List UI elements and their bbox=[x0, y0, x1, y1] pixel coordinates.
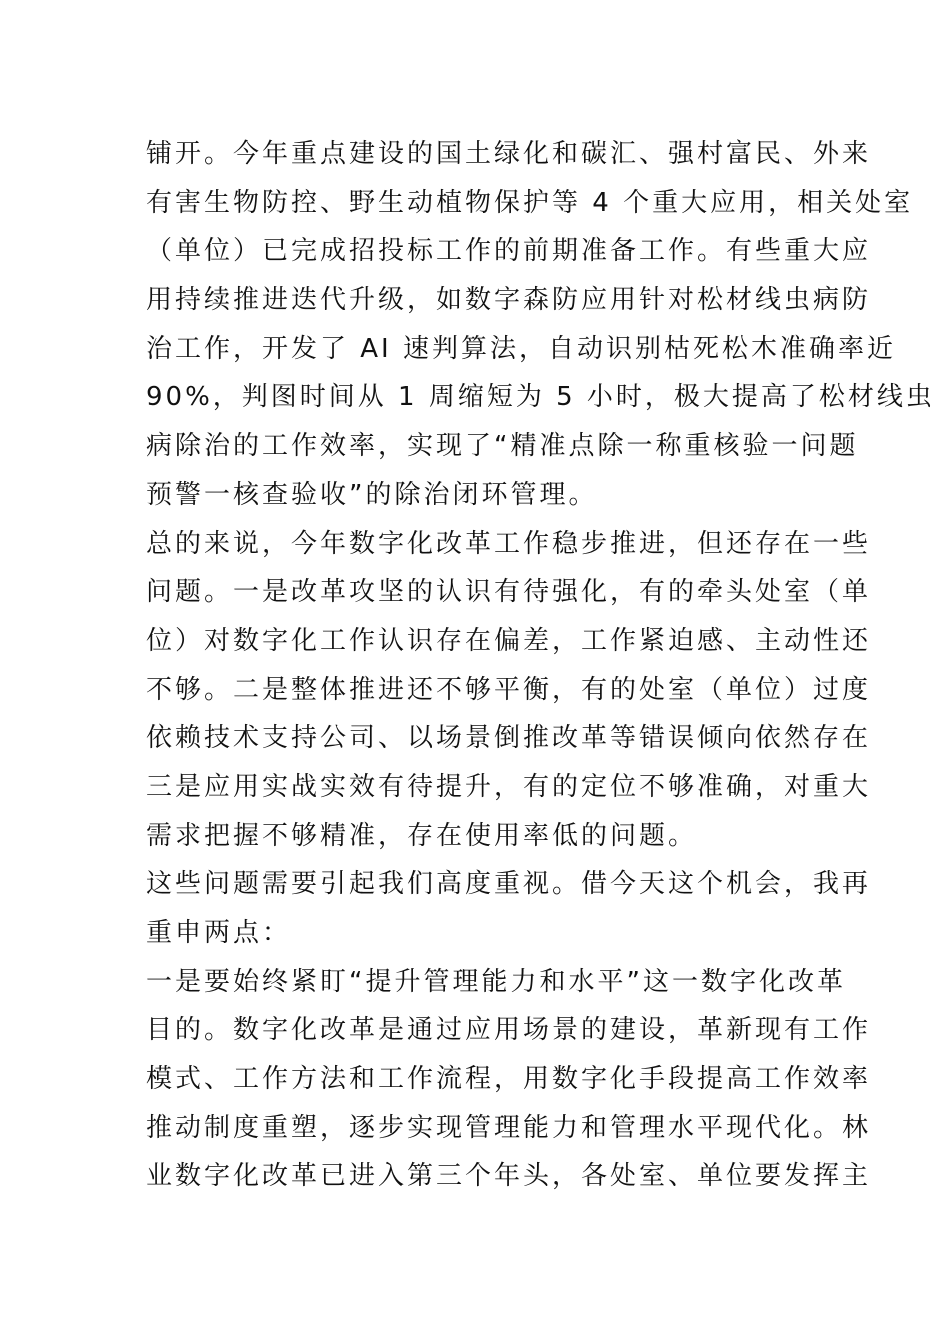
text-line: 总的来说，今年数字化改革工作稳步推进，但还存在一些 bbox=[146, 528, 872, 559]
text-line: 重申两点： bbox=[146, 918, 292, 948]
text-line: 有害生物防控、野生动植物保护等 4 个重大应用，相关处室 bbox=[146, 187, 914, 218]
text-line: 问题。一是改革攻坚的认识有待强化，有的牵头处室（单 bbox=[146, 577, 872, 608]
text-line: （单位）已完成招投标工作的前期准备工作。有些重大应 bbox=[146, 236, 872, 267]
text-line: 业数字化改革已进入第三个年头，各处室、单位要发挥主 bbox=[146, 1161, 872, 1192]
text-line: 90%，判图时间从 1 周缩短为 5 小时，极大提高了松材线虫 bbox=[146, 382, 935, 413]
text-line: 推动制度重塑，逐步实现管理能力和管理水平现代化。林 bbox=[146, 1112, 872, 1143]
text-line: 治工作，开发了 AI 速判算法，自动识别枯死松木准确率近 bbox=[146, 333, 896, 364]
text-line: 不够。二是整体推进还不够平衡，有的处室（单位）过度 bbox=[146, 674, 872, 705]
text-line: 用持续推进迭代升级，如数字森防应用针对松材线虫病防 bbox=[146, 285, 872, 316]
text-line: 位）对数字化工作认识存在偏差，工作紧迫感、主动性还 bbox=[146, 625, 872, 656]
text-line: 目的。数字化改革是通过应用场景的建设，革新现有工作 bbox=[146, 1015, 872, 1046]
document-body bbox=[146, 130, 935, 1201]
text-line: 模式、工作方法和工作流程，用数字化手段提高工作效率 bbox=[146, 1064, 872, 1095]
text-line: 预警一核查验收”的除治闭环管理。 bbox=[146, 479, 598, 510]
text-line: 病除治的工作效率，实现了“精准点除一称重核验一问题 bbox=[146, 431, 859, 462]
text-line: 这些问题需要引起我们高度重视。借今天这个机会，我再 bbox=[146, 869, 872, 900]
text-line: 依赖技术支持公司、以场景倒推改革等错误倾向依然存在 bbox=[146, 723, 872, 754]
text-line: 需求把握不够精准，存在使用率低的问题。 bbox=[146, 820, 698, 851]
text-line: 铺开。今年重点建设的国土绿化和碳汇、强村富民、外来 bbox=[146, 139, 872, 169]
text-line: 三是应用实战实效有待提升，有的定位不够准确，对重大 bbox=[146, 771, 872, 802]
text-line: 一是要始终紧盯“提升管理能力和水平”这一数字化改革 bbox=[146, 966, 846, 997]
